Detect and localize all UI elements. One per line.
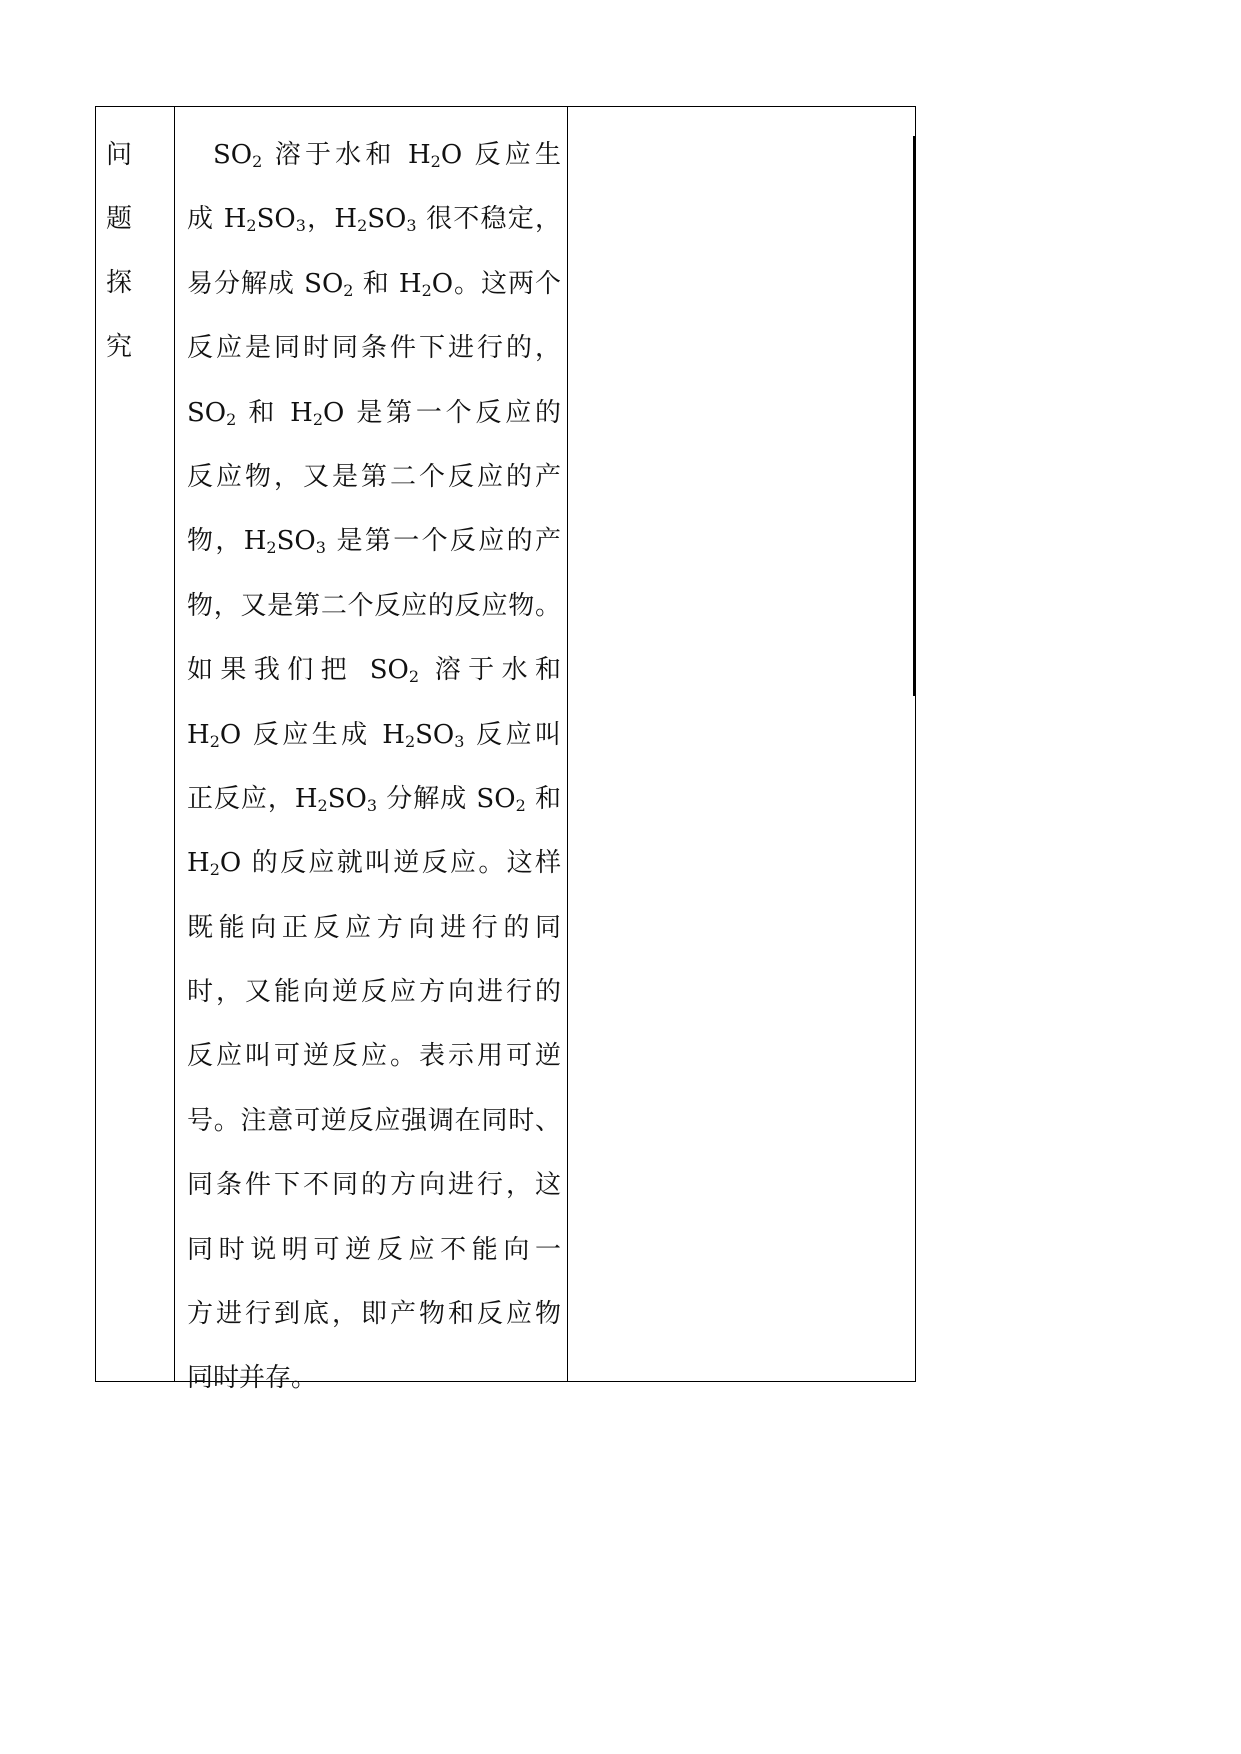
text-run: H [187,848,210,879]
subscript: 2 [209,860,220,880]
text-run: 是第一个反应的产 [325,526,561,557]
subscript: 3 [315,538,326,558]
section-label-char: 探 [106,268,133,298]
subscript: 2 [312,409,324,429]
text-run: 物，又是第二个反应的反应物。 [187,590,561,621]
notes-cell [568,107,916,1382]
subscript: 2 [421,280,432,300]
content-line [187,574,561,638]
subscript: 3 [295,216,306,236]
text-run: O 的反应就叫逆反应。这样 [219,848,561,879]
content-line [187,1153,561,1217]
section-label-char: 究 [106,332,133,362]
section-label-char: 问 [106,140,133,170]
text-run: SO [213,140,253,170]
subscript: 2 [515,795,526,815]
subscript: 2 [404,731,416,751]
text-run: 和 H [236,397,313,428]
table-row [96,107,916,1382]
text-run: 和 H [353,268,422,299]
text-run: SO [367,204,407,235]
text-run: 时，又能向逆反应方向进行的 [187,977,561,1008]
text-run: H [187,719,210,750]
text-run: 溶于水和 [419,655,561,686]
text-run: 分解成 SO [377,783,516,814]
subscript: 3 [366,795,378,815]
text-run: SO [187,397,227,428]
text-run: 反应叫 [464,719,561,750]
text-run: 反应是同时同条件下进行的， [187,333,561,364]
text-run: O 反应生 [440,140,561,170]
lesson-table [95,106,916,1394]
content-line [187,509,561,573]
content-line [187,1282,561,1346]
section-label [96,107,174,379]
subscript: 2 [408,667,420,687]
content-line [187,123,561,187]
cell-rule-line [913,136,915,696]
text-run: 如果我们把 SO [187,655,409,686]
subscript: 2 [209,731,220,751]
subscript: 2 [226,409,237,429]
subscript: 2 [343,280,354,300]
content-cell [175,107,568,1394]
text-run: SO [327,783,367,814]
subscript: 2 [252,152,263,171]
content-line [187,638,561,702]
text-run: 和 [525,783,561,814]
text-run: 号。注意可逆反应强调在同时、 [187,1105,561,1136]
text-run: 物，H [187,526,267,557]
text-run: SO [256,204,296,235]
section-label-cell [96,107,175,1382]
subscript: 3 [454,731,465,751]
content-line [187,316,561,380]
text-run: O 是第一个反应的 [323,397,561,428]
content-line [187,1089,561,1153]
content-line [187,767,561,831]
content-line [187,703,561,767]
content-line [187,445,561,509]
text-run: 成 H [187,204,247,235]
text-run: ，H [305,204,358,235]
content-text [175,107,567,1394]
text-run: 反应叫可逆反应。表示用可逆 [187,1041,561,1072]
text-run: 易分解成 SO [187,268,344,299]
content-line [187,1346,561,1410]
text-run: 很不稳定， [416,204,561,235]
section-label-char: 题 [106,204,133,234]
subscript: 2 [317,795,328,815]
content-line [187,831,561,895]
text-run: 同时并存。 [187,1363,318,1394]
text-run: SO [415,719,455,750]
text-run: 方进行到底，即产物和反应物 [187,1299,561,1330]
text-run: 正反应，H [187,783,318,814]
subscript: 2 [357,216,368,236]
text-run: 反应物，又是第二个反应的产 [187,461,561,492]
text-run: 同时说明可逆反应不能向一 [187,1234,561,1265]
text-run: SO [276,526,316,557]
text-run: O 反应生成 H [219,719,405,750]
text-run: O。这两个 [431,268,561,299]
content-line [187,381,561,445]
content-line [187,960,561,1024]
text-run: 同条件下不同的方向进行，这 [187,1170,561,1201]
text-run: 溶于水和 H [262,140,431,170]
subscript: 2 [430,152,441,171]
content-line [187,1024,561,1088]
content-line [187,187,561,251]
subscript: 2 [266,538,277,558]
content-line [187,896,561,960]
subscript: 2 [246,216,257,236]
content-line [187,1218,561,1282]
subscript: 3 [406,216,417,236]
text-run: 既能向正反应方向进行的同 [187,912,561,943]
content-line [187,252,561,316]
